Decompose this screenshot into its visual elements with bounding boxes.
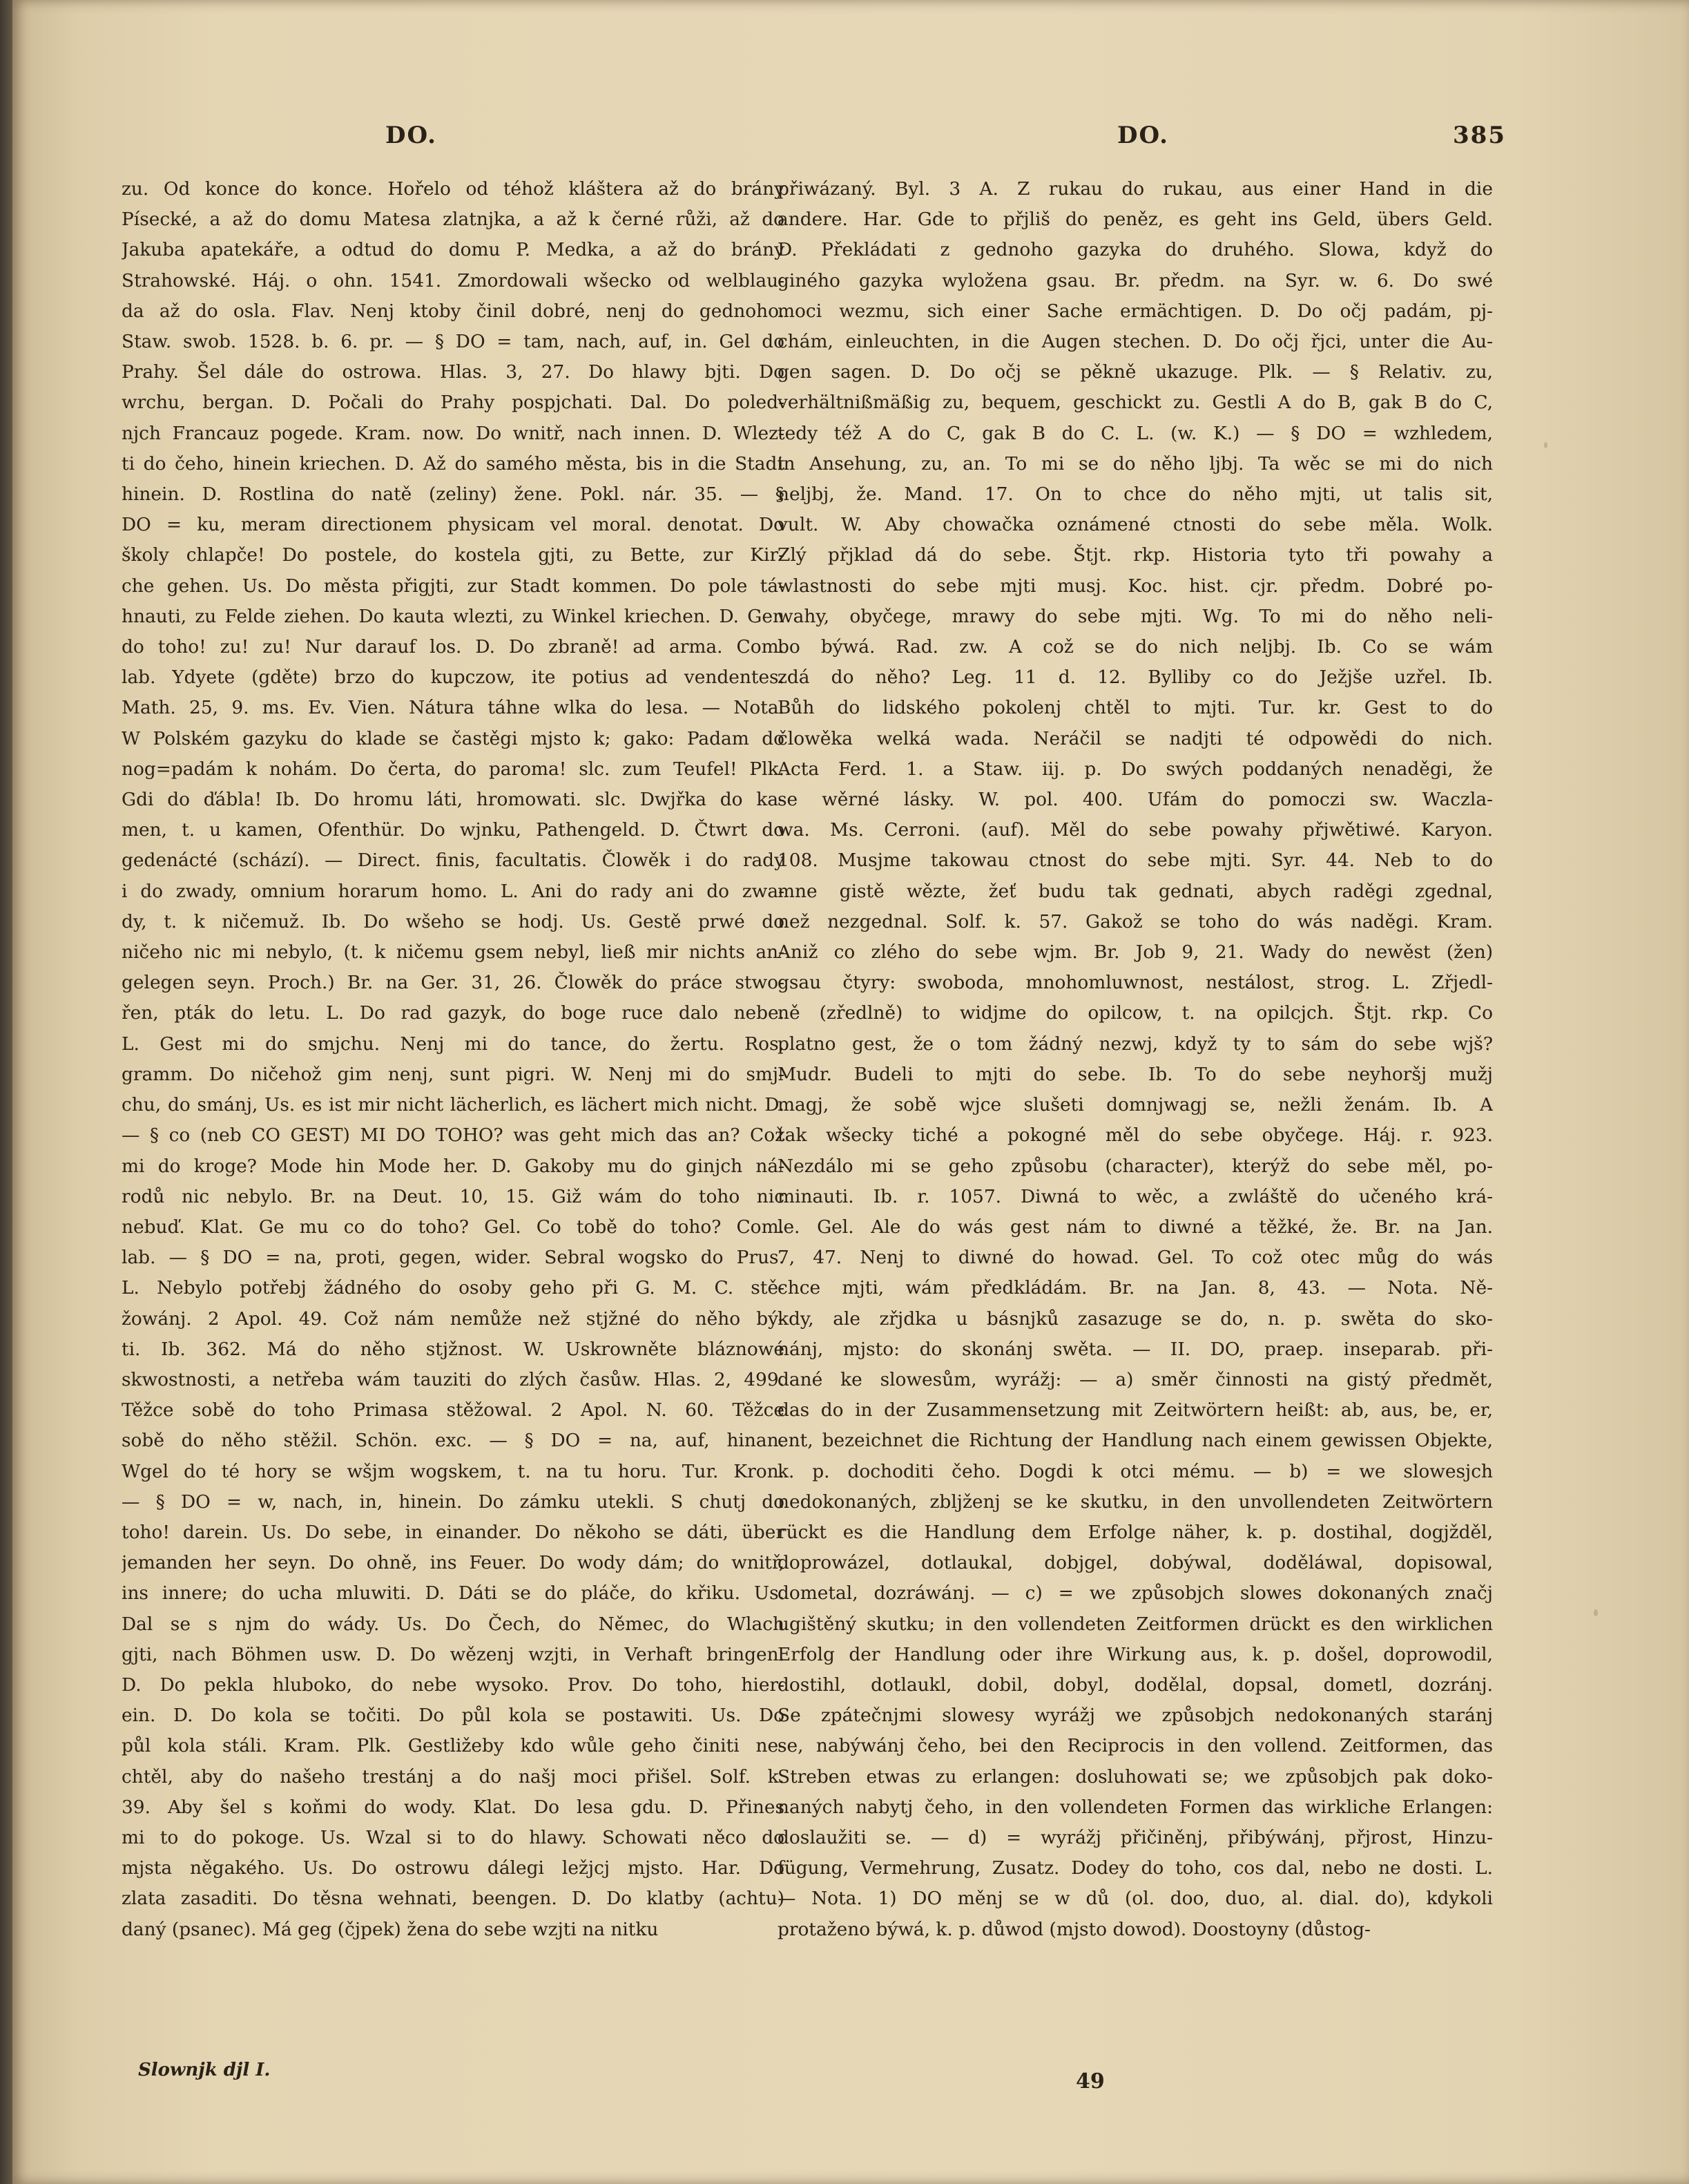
- text-line: das do in der Zusammensetzung mit Zeitwörtern heißt: ab, aus, be, er,: [778, 1399, 1493, 1421]
- text-line: lab. Ydyete (gděte) brzo do kupczow, ite potius ad vendentes.: [122, 667, 784, 689]
- text-line: 7, 47. Nenj to diwné do howad. Gel. To což otec můg do wás: [778, 1247, 1493, 1269]
- footer-volume-title: Slownjk djl I.: [138, 2060, 271, 2080]
- text-line: nebuď. Klat. Ge mu co do toho? Gel. Co tobě do toho? Com.: [122, 1216, 784, 1238]
- text-line: Bůh do lidského pokolenj chtěl to mjti. Tur. kr. Gest to do: [778, 697, 1493, 719]
- text-line: doprowázel, dotlaukal, dobjgel, dobýwal, doděláwal, dopisowal,: [778, 1552, 1493, 1574]
- text-line: nog=padám k nohám. Do čerta, do paroma! slc. zum Teufel! Plk.: [122, 758, 784, 780]
- text-line: dostihl, dotlaukl, dobil, dobyl, dodělal, dopsal, dometl, dozránj.: [778, 1674, 1493, 1696]
- text-line: sobě do něho stěžil. Schön. exc. — § DO = na, auf, hinan.: [122, 1430, 784, 1452]
- text-line: Prahy. Šel dále do ostrowa. Hlas. 3, 27. Do hlawy bjti. Do: [122, 361, 784, 383]
- text-line: L. Nebylo potřebj žádného do osoby geho při G. M. C. stě-: [122, 1277, 784, 1299]
- text-line: vult. W. Aby chowačka oznámené ctnosti do sebe měla. Wolk.: [778, 514, 1493, 536]
- text-line: bo býwá. Rad. zw. A což se do nich neljbj. Ib. Co se wám: [778, 636, 1493, 658]
- text-line: Strahowské. Háj. o ohn. 1541. Zmordowali wšecko od welblau-: [122, 269, 784, 291]
- text-line: mi to do pokoge. Us. Wzal si to do hlawy. Schowati něco do: [122, 1826, 784, 1848]
- text-line: jemanden her seyn. Do ohně, ins Feuer. Do wody dám; do wnitř,: [122, 1552, 784, 1574]
- text-line: se wěrné lásky. W. pol. 400. Ufám do pomoczi sw. Waczla-: [778, 789, 1493, 811]
- right-running-headword: DO.: [1117, 122, 1169, 149]
- text-line: žowánj. 2 Apol. 49. Což nám nemůže než stjžné do něho bý-: [122, 1307, 784, 1330]
- text-line: gramm. Do ničehož gim nenj, sunt pigri. W. Nenj mi do smj-: [122, 1063, 784, 1085]
- text-line: wa. Ms. Cerroni. (auf). Měl do sebe powahy přjwětiwé. Karyon.: [778, 819, 1493, 841]
- text-line: chám, einleuchten, in die Augen stechen. D. Do očj řjci, unter die Au-: [778, 331, 1493, 353]
- text-line: neljbj, že. Mand. 17. On to chce do něho mjti, ut talis sit,: [778, 483, 1493, 506]
- text-line: wrchu, bergan. D. Počali do Prahy pospjchati. Dal. Do poled-: [122, 392, 784, 414]
- footer-signature-mark: 49: [1076, 2069, 1105, 2094]
- text-line: W Polském gazyku do klade se častěgi mjsto k; gako: Padam do: [122, 727, 784, 749]
- text-line: Zlý přjklad dá do sebe. Štjt. rkp. Historia tyto tři powahy a: [778, 544, 1493, 566]
- page-number: 385: [1453, 122, 1506, 149]
- text-line: skwostnosti, a netřeba wám tauziti do zlých časůw. Hlas. 2, 499.: [122, 1368, 784, 1390]
- text-line: DO = ku, meram directionem physicam vel moral. denotat. Do: [122, 514, 784, 536]
- text-line: Dal se s njm do wády. Us. Do Čech, do Němec, do Wlach: [122, 1613, 784, 1635]
- text-line: minauti. Ib. r. 1057. Diwná to wěc, a zwláště do učeného krá-: [778, 1185, 1493, 1207]
- text-line: le. Gel. Ale do wás gest nám to diwné a těžké, že. Br. na Jan.: [778, 1216, 1493, 1238]
- paper-spot: [1594, 1609, 1598, 1616]
- text-line: přiwázaný. Byl. 3 A. Z rukau do rukau, aus einer Hand in die: [778, 178, 1493, 200]
- text-line: zu. Od konce do konce. Hořelo od téhož kláštera až do brány: [122, 178, 784, 200]
- text-line: gedenácté (schází). — Direct. finis, facultatis. Člowěk i do rady: [122, 850, 784, 872]
- text-line: ti do čeho, hinein kriechen. D. Až do samého města, bis in die Stadt: [122, 452, 784, 475]
- text-line: Aniž co zlého do sebe wjm. Br. Job 9, 21. Wady do newěst (žen): [778, 941, 1493, 964]
- text-line: 108. Musjme takowau ctnost do sebe mjti. Syr. 44. Neb to do: [778, 850, 1493, 872]
- text-line: Nezdálo mi se geho způsobu (character), kterýž do sebe měl, po-: [778, 1155, 1493, 1177]
- text-line: doslaužiti se. — d) = wyrážj přičiněnj, přibýwánj, přjrost, Hinzu-: [778, 1826, 1493, 1848]
- text-line: platno gest, že o tom žádný nezwj, když ty to sám do sebe wjš?: [778, 1033, 1493, 1055]
- text-line: toho! darein. Us. Do sebe, in einander. Do někoho se dáti, über: [122, 1521, 784, 1543]
- text-line: — § co (neb CO GEST) MI DO TOHO? was geht mich das an? Což: [122, 1124, 784, 1147]
- text-line: wahy, obyčege, mrawy do sebe mjti. Wg. To mi do něho neli-: [778, 605, 1493, 627]
- text-line: verhältnißmäßig zu, bequem, geschickt zu. Gestli A do B, gak B do C,: [778, 392, 1493, 414]
- text-line: ti. Ib. 362. Má do něho stjžnost. W. Uskrowněte bláznowé: [122, 1338, 784, 1360]
- text-line: Staw. swob. 1528. b. 6. pr. — § DO = tam, nach, auf, in. Gel do: [122, 331, 784, 353]
- text-line: mjsta něgakého. Us. Do ostrowu dálegi ležjcj mjsto. Har. Do: [122, 1857, 784, 1879]
- text-line: lab. — § DO = na, proti, gegen, wider. Sebral wogsko do Prus.: [122, 1247, 784, 1269]
- text-line: než nezgednal. Solf. k. 57. Gakož se toho do wás naděgi. Kram.: [778, 910, 1493, 932]
- text-line: nánj, mjsto: do skonánj swěta. — II. DO, praep. inseparab. při-: [778, 1338, 1493, 1360]
- text-line: moci wezmu, sich einer Sache ermächtigen. D. Do očj padám, pj-: [778, 300, 1493, 322]
- text-line: člowěka welká wada. Neráčil se nadjti té odpowědi do nich.: [778, 727, 1493, 749]
- text-line: ent, bezeichnet die Richtung der Handlung nach einem gewissen Objekte,: [778, 1430, 1493, 1452]
- text-line: L. Gest mi do smjchu. Nenj mi do tance, do žertu. Ros.: [122, 1033, 784, 1055]
- text-line: Streben etwas zu erlangen: dosluhowati se; we způsobjch pak doko-: [778, 1765, 1493, 1788]
- text-line: gjti, nach Böhmen usw. D. Do wězenj wzjti, in Verhaft bringen.: [122, 1643, 784, 1665]
- text-line: Jakuba apatekáře, a odtud do domu P. Medka, a až do brány: [122, 239, 784, 261]
- text-line: ničeho nic mi nebylo, (t. k ničemu gsem nebyl, ließ mir nichts an-: [122, 941, 784, 964]
- left-running-headword: DO.: [385, 122, 437, 149]
- text-line: D. Do pekla hluboko, do nebe wysoko. Prov. Do toho, hier-: [122, 1674, 784, 1696]
- text-line: rückt es die Handlung dem Erfolge näher, k. p. dostihal, dogjžděl,: [778, 1521, 1493, 1543]
- text-line: chtěl, aby do našeho trestánj a do našj moci přišel. Solf. k.: [122, 1765, 784, 1788]
- text-line: chu, do smánj, Us. es ist mir nicht lächerlich, es lächert mich nicht. D.: [122, 1094, 784, 1116]
- text-line: Těžce sobě do toho Primasa stěžowal. 2 Apol. N. 60. Těžce: [122, 1399, 784, 1421]
- text-line: giného gazyka wyložena gsau. Br. předm. na Syr. w. 6. Do swé: [778, 269, 1493, 291]
- text-line: protaženo býwá, k. p. důwod (mjsto dowod). Doostoyny (důstog-: [778, 1918, 1371, 1940]
- text-line: školy chlapče! Do postele, do kostela gjti, zu Bette, zur Kir-: [122, 544, 784, 566]
- text-line: tak wšecky tiché a pokogné měl do sebe obyčege. Háj. r. 923.: [778, 1124, 1493, 1147]
- text-line: dy, t. k ničemuž. Ib. Do wšeho se hodj. Us. Gestě prwé do: [122, 910, 784, 932]
- text-line: 39. Aby šel s koňmi do wody. Klat. Do lesa gdu. D. Přines: [122, 1796, 784, 1818]
- text-line: do toho! zu! zu! Nur darauf los. D. Do zbraně! ad arma. Com.: [122, 636, 784, 658]
- text-line: Wgel do té hory se wšjm wogskem, t. na tu horu. Tur. Kron.: [122, 1460, 784, 1482]
- text-line: — Nota. 1) DO měnj se w dů (ol. doo, duo, al. dial. do), kdykoli: [778, 1888, 1493, 1910]
- text-line: rodů nic nebylo. Br. na Deut. 10, 15. Giž wám do toho nic: [122, 1185, 784, 1207]
- text-line: Písecké, a až do domu Matesa zlatnjka, a až k černé růži, až do: [122, 209, 784, 231]
- text-line: nedokonaných, zbljženj se ke skutku, in den unvollendeten Zeitwörtern: [778, 1491, 1493, 1513]
- text-line: D. Překládati z gednoho gazyka do druhého. Slowa, když do: [778, 239, 1493, 261]
- dictionary-page: [12, 0, 1689, 2184]
- text-line: gelegen seyn. Proch.) Br. na Ger. 31, 26. Člowěk do práce stwo-: [122, 972, 784, 994]
- paper-spot: [1544, 442, 1547, 448]
- text-line: Math. 25, 9. ms. Ev. Vien. Nátura táhne wlka do lesa. — Nota.: [122, 697, 784, 719]
- text-line: magj, že sobě wjce slušeti domnjwagj se, nežli ženám. Ib. A: [778, 1094, 1493, 1116]
- text-line: ugištěný skutku; in den vollendeten Zeitformen drückt es den wirklichen: [778, 1613, 1493, 1635]
- right-column-text: [778, 174, 1493, 1945]
- text-line: chce mjti, wám předkládám. Br. na Jan. 8, 43. — Nota. Ně-: [778, 1277, 1493, 1299]
- text-line: gsau čtyry: swoboda, mnohomluwnost, nestálost, strog. L. Zřjedl-: [778, 972, 1493, 994]
- text-line: půl kola stáli. Kram. Plk. Gestližeby kdo wůle geho činiti ne-: [122, 1735, 784, 1757]
- text-line: naných nabytj čeho, in den vollendeten Formen das wirkliche Erlangen:: [778, 1796, 1493, 1818]
- text-line: zdá do něho? Leg. 11 d. 12. Bylliby co do Ježjše uzřel. Ib.: [778, 667, 1493, 689]
- text-line: in Ansehung, zu, an. To mi se do něho ljbj. Ta wěc se mi do nich: [778, 452, 1493, 475]
- text-line: fügung, Vermehrung, Zusatz. Dodey do toho, cos dal, nebo ne dosti. L.: [778, 1857, 1493, 1879]
- text-line: wlastnosti do sebe mjti musj. Koc. hist. cjr. předm. Dobré po-: [778, 575, 1493, 597]
- text-line: andere. Har. Gde to přjliš do peněz, es geht ins Geld, übers Geld.: [778, 209, 1493, 231]
- text-line: dané ke slowesům, wyrážj: — a) směr činnosti na gistý předmět,: [778, 1368, 1493, 1390]
- text-line: Acta Ferd. 1. a Staw. iij. p. Do swých poddaných nenaděgi, že: [778, 758, 1493, 780]
- text-line: mi do kroge? Mode hin Mode her. D. Gakoby mu do ginjch ná-: [122, 1155, 784, 1177]
- text-line: njch Francauz pogede. Kram. now. Do wnitř, nach innen. D. Wlez-: [122, 422, 784, 444]
- text-line: k. p. dochoditi čeho. Dogdi k otci mému. — b) = we slowesjch: [778, 1460, 1493, 1482]
- text-line: řen, pták do letu. L. Do rad gazyk, do boge ruce dalo nebe.: [122, 1002, 784, 1024]
- text-line: daný (psanec). Má geg (čjpek) žena do sebe wzjti na nitku: [122, 1918, 659, 1940]
- text-line: mne gistě wězte, žeť budu tak gednati, abych raděgi zgednal,: [778, 880, 1493, 902]
- text-line: Mudr. Budeli to mjti do sebe. Ib. To do sebe neyhoršj mužj: [778, 1063, 1493, 1085]
- text-line: dometal, dozráwánj. — c) = we způsobjch slowes dokonaných značj: [778, 1582, 1493, 1605]
- text-line: ein. D. Do kola se točiti. Do půl kola se postawiti. Us. Do: [122, 1705, 784, 1727]
- text-line: Gdi do ďábla! Ib. Do hromu láti, hromowati. slc. Dwjřka do ka-: [122, 789, 784, 811]
- text-line: men, t. u kamen, Ofenthür. Do wjnku, Pathengeld. D. Čtwrt do: [122, 819, 784, 841]
- text-line: ně (zředlně) to widjme do opilcow, t. na opilcjch. Štjt. rkp. Co: [778, 1002, 1493, 1024]
- text-line: ins innere; do ucha mluwiti. D. Dáti se do pláče, do křiku. Us.: [122, 1582, 784, 1605]
- text-line: i do zwady, omnium horarum homo. L. Ani do rady ani do zwa-: [122, 880, 784, 902]
- text-line: se, nabýwánj čeho, bei den Reciprocis in den vollend. Zeitformen, das: [778, 1735, 1493, 1757]
- text-line: Erfolg der Handlung oder ihre Wirkung aus, k. p. došel, doprowodil,: [778, 1643, 1493, 1665]
- text-line: zlata zasaditi. Do těsna wehnati, beengen. D. Do klatby (achtu): [122, 1888, 784, 1910]
- text-line: tedy též A do C, gak B do C. L. (w. K.) — § DO = wzhledem,: [778, 422, 1493, 444]
- text-line: che gehen. Us. Do města přigjti, zur Stadt kommen. Do pole tá-: [122, 575, 784, 597]
- text-line: Se zpátečnjmi slowesy wyrážj we způsobjch nedokonaných staránj: [778, 1705, 1493, 1727]
- text-line: kdy, ale zřjdka u básnjků zasazuge se do, n. p. swěta do sko-: [778, 1307, 1493, 1330]
- text-line: — § DO = w, nach, in, hinein. Do zámku utekli. S chutj do: [122, 1491, 784, 1513]
- left-column-text: [122, 174, 784, 1945]
- text-line: da až do osla. Flav. Nenj ktoby činil dobré, nenj do gednoho.: [122, 300, 784, 322]
- text-line: hnauti, zu Felde ziehen. Do kauta wlezti, zu Winkel kriechen. D. Gen: [122, 605, 784, 627]
- text-line: gen sagen. D. Do očj se pěkně ukazuge. Plk. — § Relativ. zu,: [778, 361, 1493, 383]
- text-line: hinein. D. Rostlina do natě (zeliny) žene. Pokl. nár. 35. — §: [122, 483, 784, 506]
